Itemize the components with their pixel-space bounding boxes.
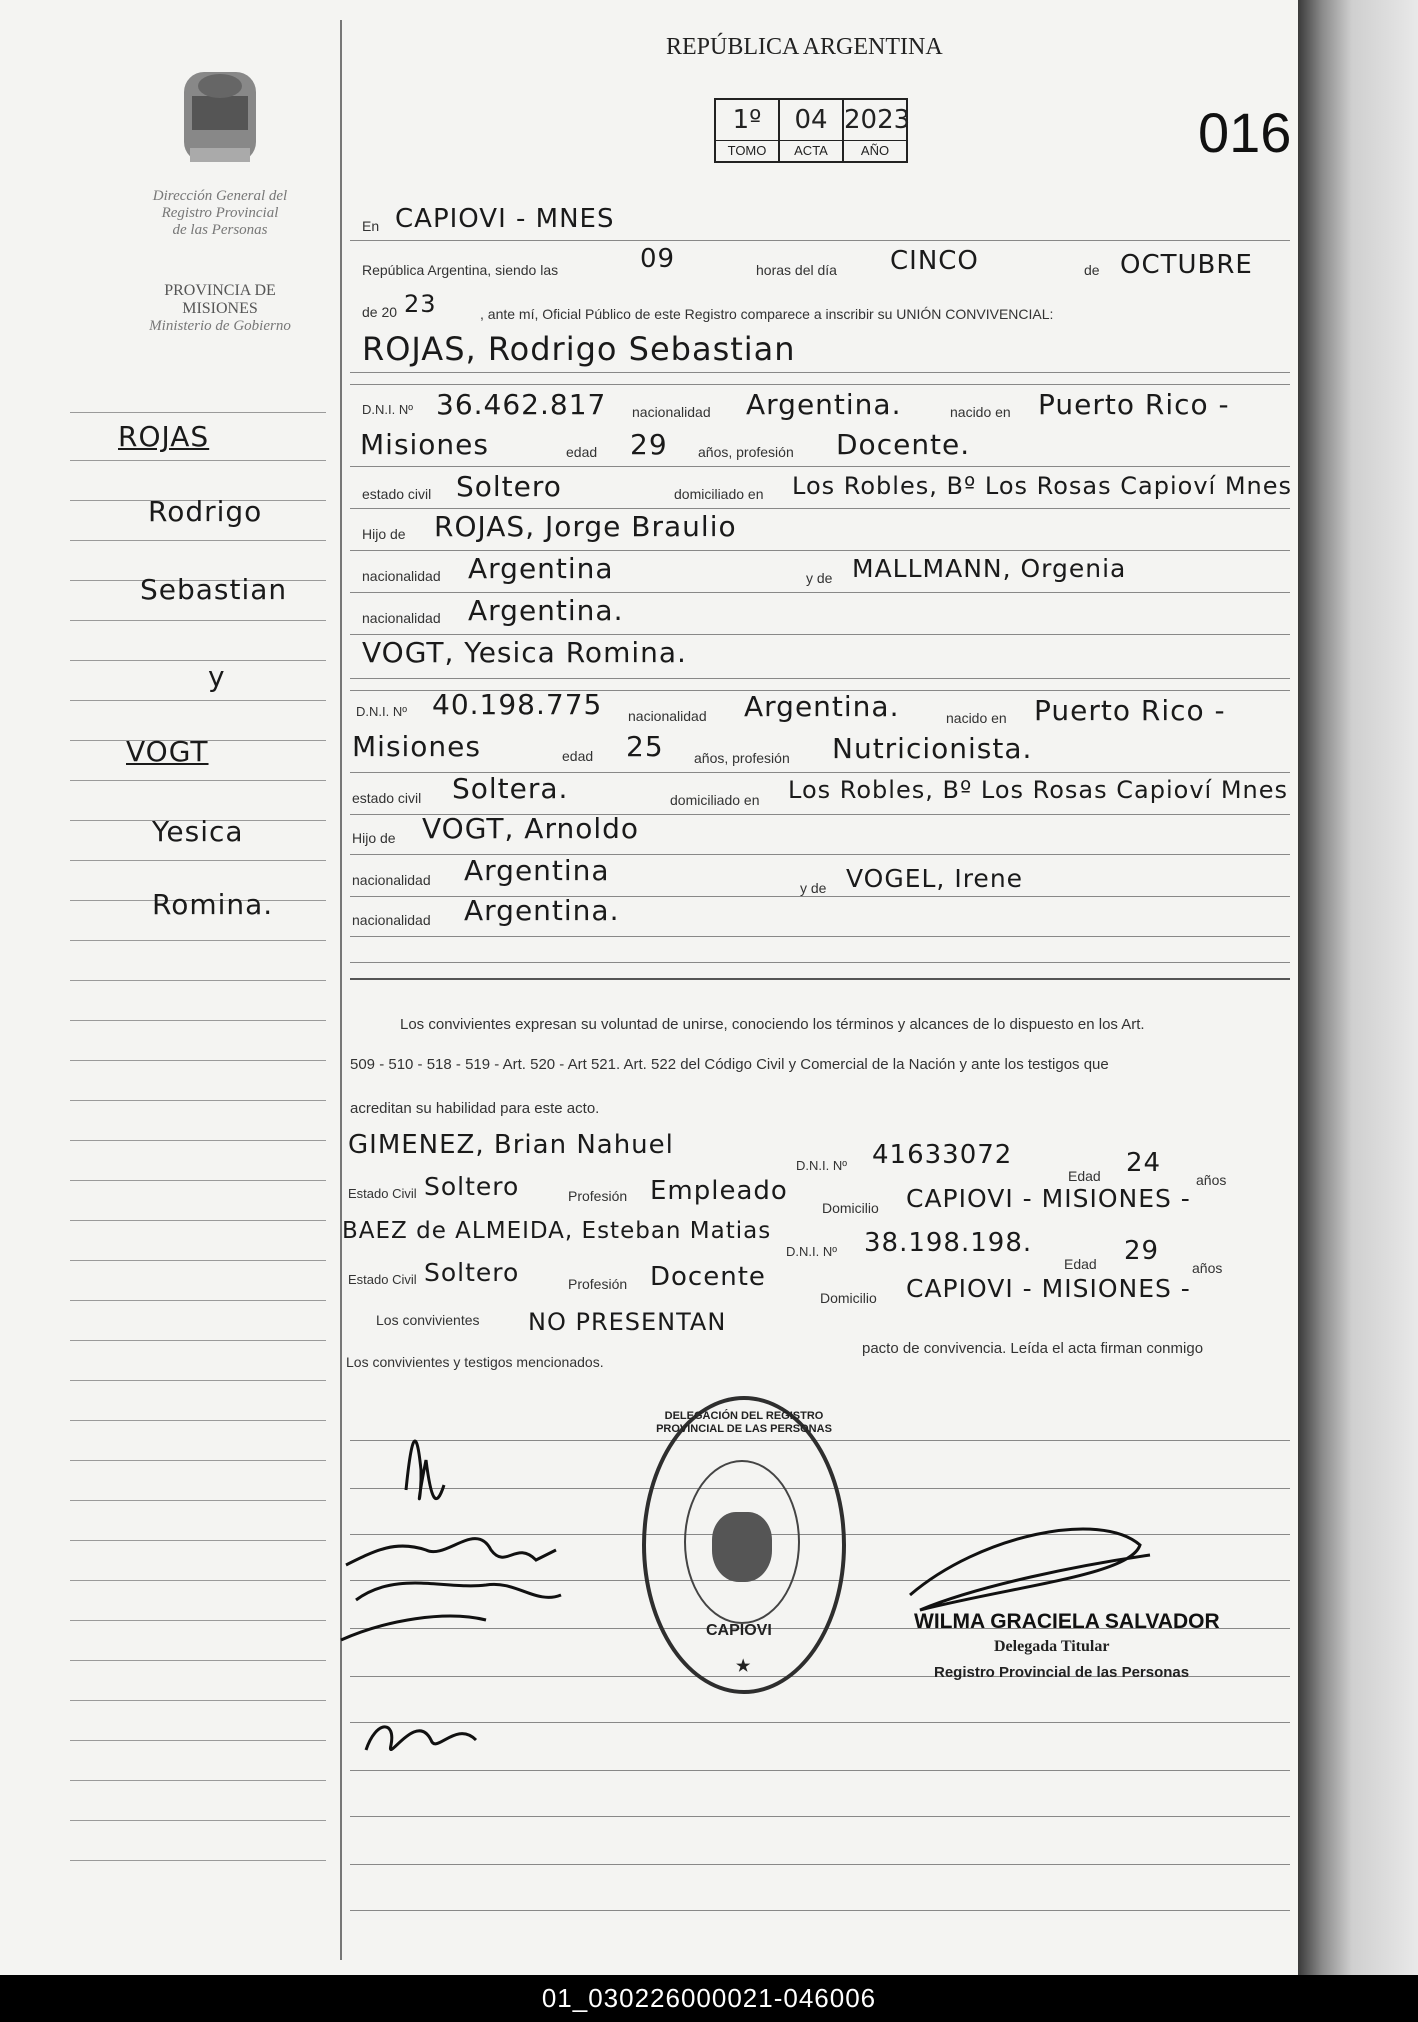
- person2-father-nationality: Argentina: [464, 854, 610, 887]
- person1-father-nationality: Argentina: [468, 552, 614, 585]
- person2-civil-status: Soltera.: [452, 772, 569, 805]
- witness1-civil-status: Soltero: [424, 1172, 520, 1201]
- act-year: 23: [404, 290, 437, 318]
- anio-value: 2023: [844, 100, 906, 141]
- person1-address: Los Robles, Bº Los Rosas Capioví Mnes: [792, 472, 1293, 500]
- witness2-address: CAPIOVI - MISIONES -: [906, 1274, 1191, 1303]
- official-role: Delegada Titular: [994, 1638, 1110, 1655]
- person1-father: ROJAS, Jorge Braulio: [434, 510, 737, 543]
- witness2-age: 29: [1124, 1236, 1160, 1266]
- witness2-dni: 38.198.198.: [864, 1228, 1033, 1258]
- person2-age: 25: [626, 730, 664, 763]
- witness1-age: 24: [1126, 1148, 1162, 1178]
- person1-civil-status: Soltero: [456, 470, 562, 503]
- witness1-name: GIMENEZ, Brian Nahuel: [348, 1130, 674, 1160]
- person2-address: Los Robles, Bº Los Rosas Capioví Mnes: [788, 776, 1289, 804]
- acta-value: 04: [780, 100, 842, 141]
- person1-age: 29: [630, 428, 668, 461]
- person1-nationality: Argentina.: [746, 388, 902, 421]
- person2-mother-nationality: Argentina.: [464, 894, 620, 927]
- act-hour: 09: [640, 244, 676, 274]
- person1-dni: 36.462.817: [436, 388, 607, 421]
- margin-name-2b: Romina.: [152, 888, 274, 921]
- witness2-name: BAEZ de ALMEIDA, Esteban Matias: [342, 1218, 772, 1244]
- person2-profession: Nutricionista.: [832, 732, 1033, 765]
- country-heading: REPÚBLICA ARGENTINA: [666, 34, 943, 60]
- margin-name-1b: Sebastian: [140, 573, 288, 606]
- person1-name: ROJAS, Rodrigo Sebastian: [362, 330, 796, 368]
- witness1-dni: 41633072: [872, 1140, 1013, 1170]
- person2-nationality: Argentina.: [744, 690, 900, 723]
- witness1-profession: Empleado: [650, 1176, 788, 1206]
- person2-birthplace-2: Misiones: [352, 730, 481, 763]
- legal-line-2: 509 - 510 - 518 - 519 - Art. 520 - Art 521. Art. 522 del Código Civil y Comercial de la Nación y ante los testigos que: [350, 1056, 1109, 1073]
- misiones-coat-of-arms-icon: [170, 62, 270, 172]
- official-office: Registro Provincial de las Personas: [934, 1664, 1190, 1681]
- margin-surname-2: VOGT: [126, 735, 209, 768]
- signatures: [336, 1400, 576, 1780]
- cohabitation-pact-status: NO PRESENTAN: [528, 1308, 727, 1336]
- person2-birthplace-1: Puerto Rico -: [1034, 694, 1226, 727]
- official-signature: [900, 1515, 1160, 1625]
- act-place: CAPIOVI - MNES: [395, 204, 615, 234]
- witness1-address: CAPIOVI - MISIONES -: [906, 1184, 1191, 1213]
- witness2-profession: Docente: [650, 1262, 766, 1292]
- folio-number: 016: [1198, 101, 1292, 164]
- margin-conjunction: y: [208, 660, 226, 693]
- tomo-value: 1º: [716, 100, 778, 141]
- witness2-civil-status: Soltero: [424, 1258, 520, 1287]
- page-edge-shadow: [1298, 0, 1418, 1975]
- left-province: PROVINCIA DE MISIONES Ministerio de Gobierno: [149, 282, 291, 334]
- person1-profession: Docente.: [836, 428, 971, 461]
- person1-mother: MALLMANN, Orgenia: [852, 554, 1127, 583]
- official-name: WILMA GRACIELA SALVADOR: [914, 1610, 1220, 1633]
- margin-name-1a: Rodrigo: [148, 495, 263, 528]
- person1-birthplace-1: Puerto Rico -: [1038, 388, 1230, 421]
- person2-dni: 40.198.775: [432, 688, 603, 721]
- margin-surname-1: ROJAS: [118, 420, 210, 453]
- act-day: CINCO: [890, 246, 979, 276]
- person2-name: VOGT, Yesica Romina.: [362, 636, 687, 669]
- person2-father: VOGT, Arnoldo: [422, 812, 640, 845]
- person1-birthplace-2: Misiones: [360, 428, 489, 461]
- person1-mother-nationality: Argentina.: [468, 594, 624, 627]
- legal-line-1: Los convivientes expresan su voluntad de unirse, conociendo los términos y alcances de lo dispuesto en los Art.: [400, 1016, 1145, 1033]
- person2-mother: VOGEL, Irene: [846, 864, 1024, 893]
- registry-boxes: 1º TOMO 04 ACTA 2023 AÑO: [714, 98, 908, 163]
- margin-name-2a: Yesica: [152, 815, 244, 848]
- legal-line-3: acreditan su habilidad para este acto.: [350, 1100, 600, 1117]
- left-directorate: Dirección General del Registro Provincial de las Personas: [152, 188, 288, 238]
- registry-seal: DELEGACIÓN DEL REGISTRO PROVINCIAL DE LAS PERSONAS CAPIOVI ★: [642, 1396, 846, 1694]
- scan-footer-code: 01_030226000021-046006: [0, 1975, 1418, 2022]
- act-month: OCTUBRE: [1120, 250, 1253, 280]
